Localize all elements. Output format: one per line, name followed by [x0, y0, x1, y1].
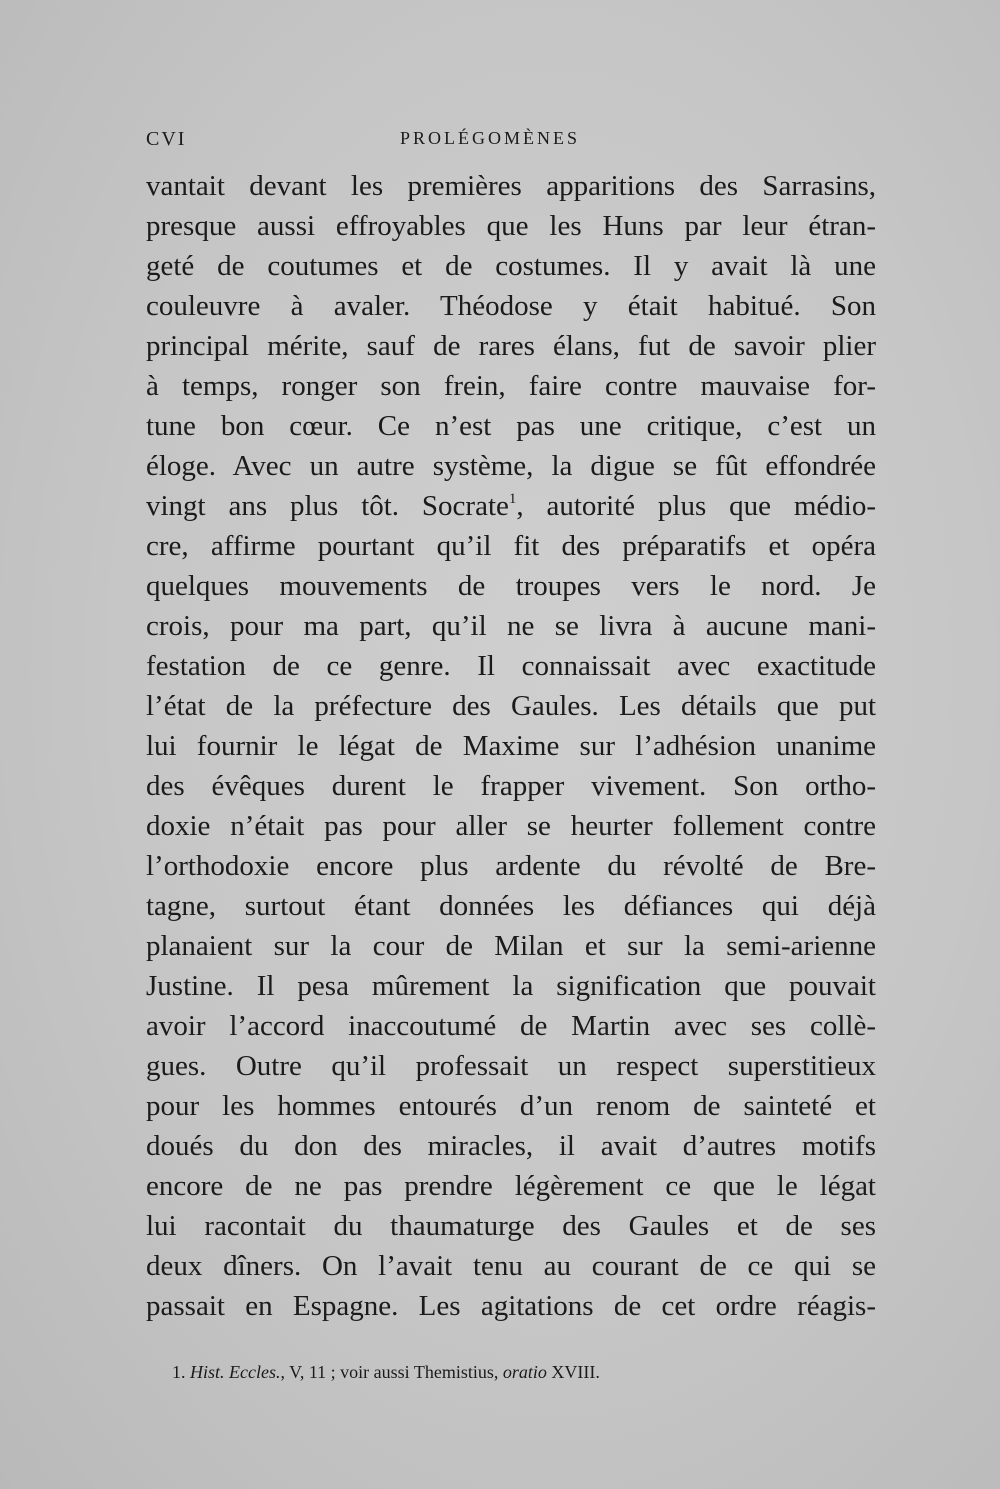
text-line: tune bon cœur. Ce n’est pas une critique, c’est un [146, 410, 876, 442]
footnote-reference: 1 [508, 491, 517, 507]
footnote-number: 1. [172, 1362, 186, 1382]
footnote [172, 1362, 732, 1383]
text-line: vantait devant les premières apparitions des Sarrasins, [146, 170, 876, 202]
page-header [146, 128, 876, 158]
footnote-reference-text: , V, 11 ; voir aussi Themistius, [280, 1362, 503, 1382]
text-line: quelques mouvements de troupes vers le nord. Je [146, 570, 876, 602]
text-line: éloge. Avec un autre système, la digue se fût effondrée [146, 450, 876, 482]
text-line: des évêques durent le frapper vivement. Son ortho- [146, 770, 876, 802]
text-line: doxie n’était pas pour aller se heurter follement contre [146, 810, 876, 842]
text-line: presque aussi effroyables que les Huns par leur étran- [146, 210, 876, 242]
text-line: Justine. Il pesa mûrement la signification que pouvait [146, 970, 876, 1002]
text-line: couleuvre à avaler. Théodose y était habitué. Son [146, 290, 876, 322]
text-line: lui racontait du thaumaturge des Gaules et de ses [146, 1210, 876, 1242]
text-line: l’état de la préfecture des Gaules. Les détails que put [146, 690, 876, 722]
text-line: deux dîners. On l’avait tenu au courant de ce qui se [146, 1250, 876, 1282]
text-segment: , autorité plus que médio- [516, 490, 876, 522]
text-line: doués du don des miracles, il avait d’autres motifs [146, 1130, 876, 1162]
text-line: lui fournir le légat de Maxime sur l’adhésion unanime [146, 730, 876, 762]
footnote-work-title: oratio [502, 1362, 547, 1382]
text-line: festation de ce genre. Il connaissait avec exactitude [146, 650, 876, 682]
text-line: cre, affirme pourtant qu’il fit des préparatifs et opéra [146, 530, 876, 562]
footnote-tail: XVIII. [546, 1362, 600, 1382]
page-number: CVI [146, 128, 187, 150]
text-line-with-footnote [146, 486, 876, 526]
text-line: encore de ne pas prendre légèrement ce que le légat [146, 1170, 876, 1202]
text-line: gues. Outre qu’il professait un respect superstitieux [146, 1050, 876, 1082]
text-line: crois, pour ma part, qu’il ne se livra à aucune mani- [146, 610, 876, 642]
text-line: passait en Espagne. Les agitations de cet ordre réagis- [146, 1290, 876, 1322]
text-line: avoir l’accord inaccoutumé de Martin avec ses collè- [146, 1010, 876, 1042]
footnote-source-title: Hist. Eccles. [190, 1362, 281, 1382]
running-head: PROLÉGOMÈNES [400, 128, 581, 148]
text-segment: vingt ans plus tôt. Socrate [146, 490, 509, 522]
text-line: tagne, surtout étant données les défiances qui déjà [146, 890, 876, 922]
text-line: pour les hommes entourés d’un renom de sainteté et [146, 1090, 876, 1122]
body-text [146, 166, 876, 1326]
text-line: planaient sur la cour de Milan et sur la semi-arienne [146, 930, 876, 962]
text-line: à temps, ronger son frein, faire contre mauvaise for- [146, 370, 876, 402]
text-line: principal mérite, sauf de rares élans, fut de savoir plier [146, 330, 876, 362]
text-line: geté de coutumes et de costumes. Il y avait là une [146, 250, 876, 282]
text-line: l’orthodoxie encore plus ardente du révolté de Bre- [146, 850, 876, 882]
